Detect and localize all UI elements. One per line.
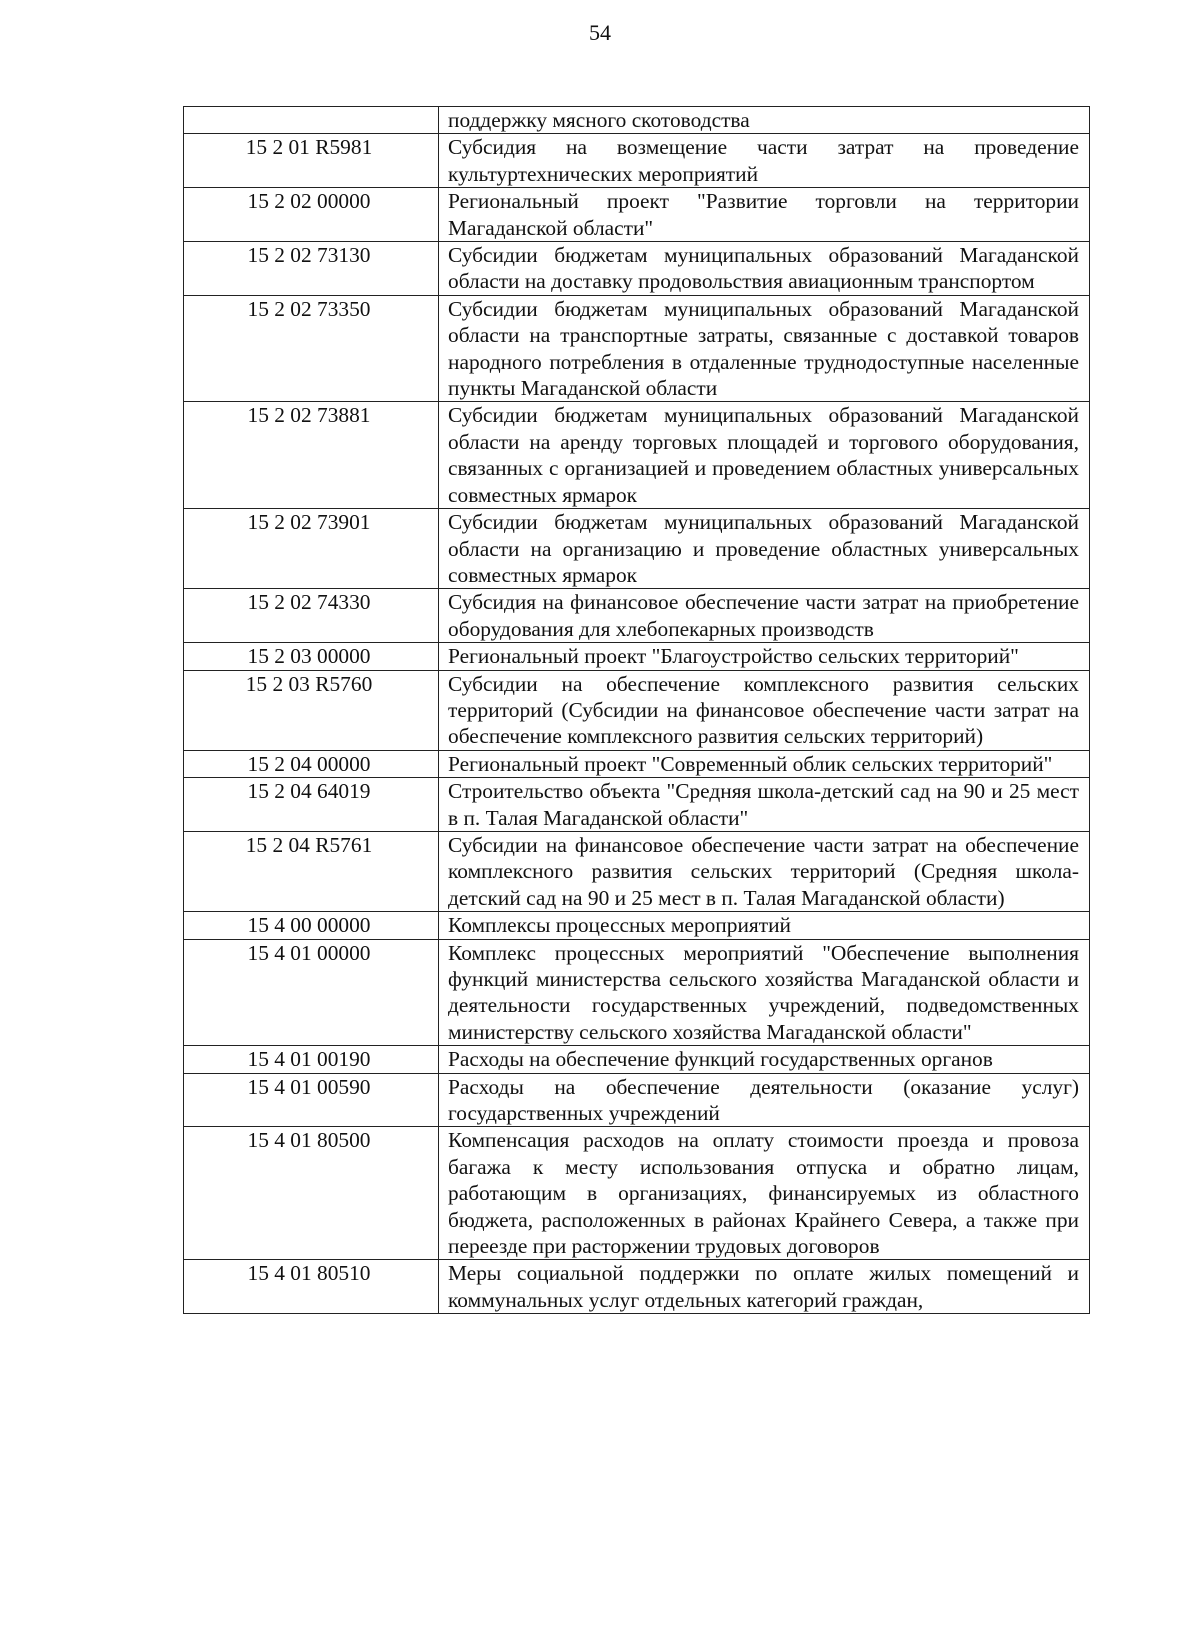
row-code: 15 4 01 80500 bbox=[184, 1127, 439, 1260]
table-row bbox=[184, 939, 1090, 1046]
row-description: Субсидии бюджетам муниципальных образований Магаданской области на организацию и проведение областных универсальных совместных ярмарок bbox=[439, 509, 1090, 589]
row-description: поддержку мясного скотоводства bbox=[439, 107, 1090, 134]
row-code: 15 4 01 00590 bbox=[184, 1073, 439, 1127]
table-row bbox=[184, 1260, 1090, 1314]
table-row bbox=[184, 242, 1090, 296]
row-description: Субсидии на финансовое обеспечение части затрат на обеспечение комплексного развития сельских территорий (Средняя школа-детский сад на 90 и 25 мест в п. Талая Магаданской области) bbox=[439, 831, 1090, 911]
table-row bbox=[184, 1046, 1090, 1073]
row-code: 15 2 04 64019 bbox=[184, 778, 439, 832]
row-code: 15 2 02 00000 bbox=[184, 188, 439, 242]
row-code: 15 2 03 R5760 bbox=[184, 670, 439, 750]
row-description: Компенсация расходов на оплату стоимости проезда и провоза багажа к месту использования отпуска и обратно лицам, работающим в организациях, финансируемых из областного бюджета, расположенных в районах Крайнего Севера, а также при переезде при расторжении трудовых договоров bbox=[439, 1127, 1090, 1260]
row-code: 15 2 04 00000 bbox=[184, 750, 439, 777]
row-code: 15 4 01 80510 bbox=[184, 1260, 439, 1314]
table-row bbox=[184, 670, 1090, 750]
row-code: 15 2 02 74330 bbox=[184, 589, 439, 643]
page-number: 54 bbox=[589, 20, 611, 45]
row-code: 15 2 01 R5981 bbox=[184, 134, 439, 188]
row-description: Субсидия на возмещение части затрат на проведение культуртехнических мероприятий bbox=[439, 134, 1090, 188]
table-row bbox=[184, 509, 1090, 589]
row-code: 15 2 02 73901 bbox=[184, 509, 439, 589]
table-row bbox=[184, 134, 1090, 188]
table-row bbox=[184, 589, 1090, 643]
table-row bbox=[184, 295, 1090, 402]
row-description: Комплекс процессных мероприятий "Обеспечение выполнения функций министерства сельского хозяйства Магаданской области и деятельности государственных учреждений, подведомственных министерству сельского хозяйства Магаданской области" bbox=[439, 939, 1090, 1046]
row-description: Региональный проект "Благоустройство сельских территорий" bbox=[439, 643, 1090, 670]
row-code: 15 2 03 00000 bbox=[184, 643, 439, 670]
row-code: 15 2 02 73350 bbox=[184, 295, 439, 402]
table-row bbox=[184, 402, 1090, 509]
row-code: 15 4 01 00000 bbox=[184, 939, 439, 1046]
budget-codes-table bbox=[183, 106, 1090, 1314]
row-code bbox=[184, 107, 439, 134]
table-row bbox=[184, 1127, 1090, 1260]
row-code: 15 2 04 R5761 bbox=[184, 831, 439, 911]
row-description: Комплексы процессных мероприятий bbox=[439, 912, 1090, 939]
row-description: Субсидия на финансовое обеспечение части затрат на приобретение оборудования для хлебопекарных производств bbox=[439, 589, 1090, 643]
row-description: Региональный проект "Развитие торговли на территории Магаданской области" bbox=[439, 188, 1090, 242]
row-code: 15 2 02 73130 bbox=[184, 242, 439, 296]
table-row bbox=[184, 778, 1090, 832]
row-description: Субсидии на обеспечение комплексного развития сельских территорий (Субсидии на финансовое обеспечение части затрат на обеспечение комплексного развития сельских территорий) bbox=[439, 670, 1090, 750]
row-description: Расходы на обеспечение деятельности (оказание услуг) государственных учреждений bbox=[439, 1073, 1090, 1127]
row-code: 15 2 02 73881 bbox=[184, 402, 439, 509]
table-row bbox=[184, 1073, 1090, 1127]
table-row bbox=[184, 750, 1090, 777]
row-description: Субсидии бюджетам муниципальных образований Магаданской области на доставку продовольствия авиационным транспортом bbox=[439, 242, 1090, 296]
table-row bbox=[184, 643, 1090, 670]
row-description: Расходы на обеспечение функций государственных органов bbox=[439, 1046, 1090, 1073]
row-description: Строительство объекта "Средняя школа-детский сад на 90 и 25 мест в п. Талая Магаданской области" bbox=[439, 778, 1090, 832]
table-row bbox=[184, 831, 1090, 911]
table-row bbox=[184, 188, 1090, 242]
table-row bbox=[184, 912, 1090, 939]
row-description: Региональный проект "Современный облик сельских территорий" bbox=[439, 750, 1090, 777]
row-code: 15 4 01 00190 bbox=[184, 1046, 439, 1073]
row-description: Субсидии бюджетам муниципальных образований Магаданской области на аренду торговых площадей и торгового оборудования, связанных с организацией и проведением областных универсальных совместных ярмарок bbox=[439, 402, 1090, 509]
table-row bbox=[184, 107, 1090, 134]
row-description: Меры социальной поддержки по оплате жилых помещений и коммунальных услуг отдельных категорий граждан, bbox=[439, 1260, 1090, 1314]
row-code: 15 4 00 00000 bbox=[184, 912, 439, 939]
row-description: Субсидии бюджетам муниципальных образований Магаданской области на транспортные затраты, связанные с доставкой товаров народного потребления в отдаленные труднодоступные населенные пункты Магаданской области bbox=[439, 295, 1090, 402]
